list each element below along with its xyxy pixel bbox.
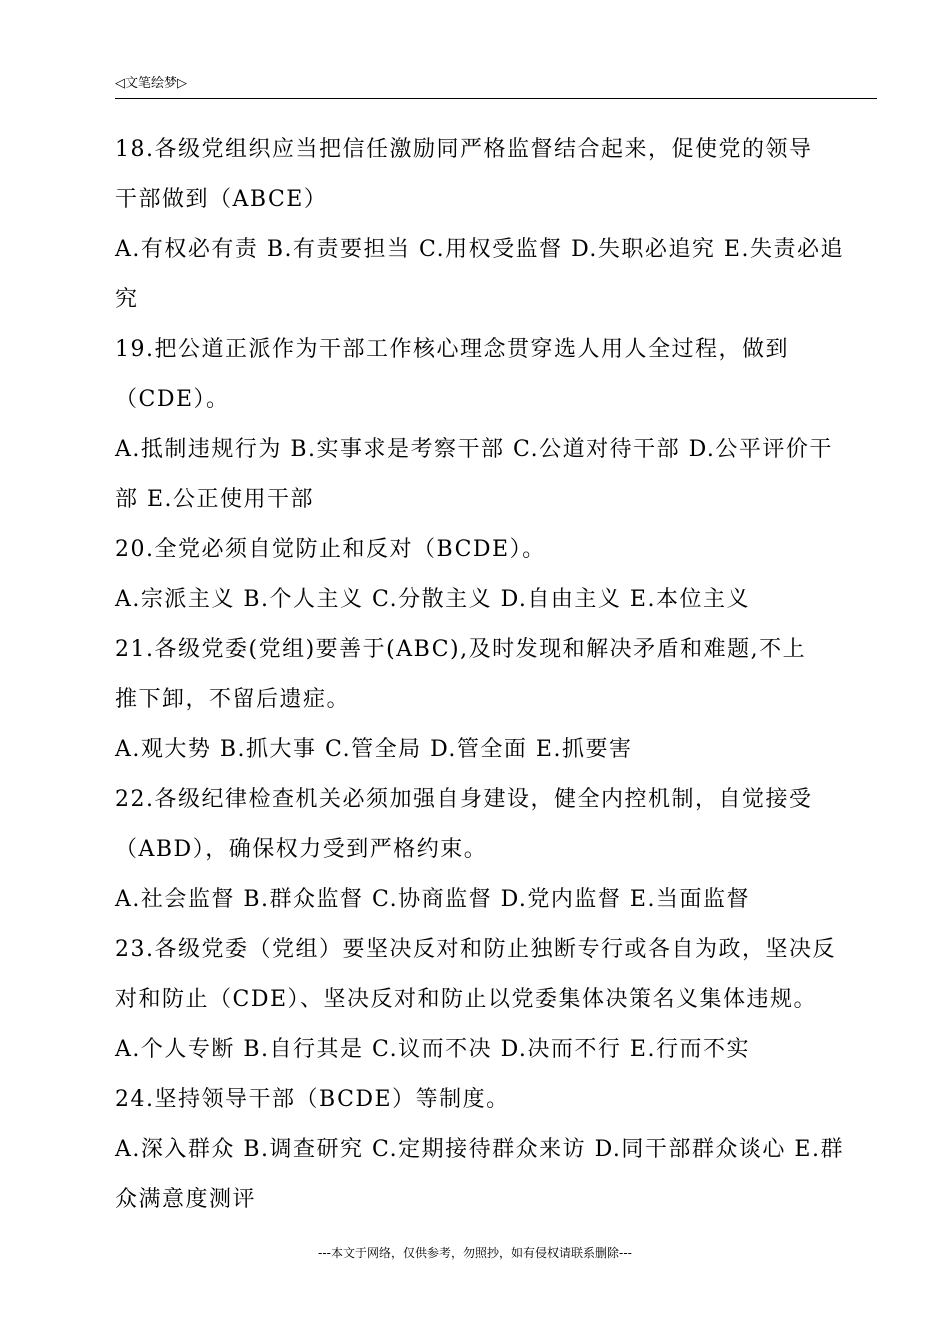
text-line: 18.各级党组织应当把信任激励同严格监督结合起来，促使党的领导 bbox=[115, 137, 813, 162]
header-title: ◁文笔绘梦▷ bbox=[115, 76, 187, 91]
text-line: 究 bbox=[115, 287, 139, 312]
text-line: 20.全党必须自觉防止和反对（BCDE）。 bbox=[115, 537, 546, 562]
text-line: 24.坚持领导干部（BCDE）等制度。 bbox=[115, 1087, 510, 1112]
text-line: 19.把公道正派作为干部工作核心理念贯穿选人用人全过程，做到 bbox=[115, 337, 789, 362]
text-line: A.深入群众 B.调查研究 C.定期接待群众来访 D.同干部群众谈心 E.群 bbox=[115, 1137, 844, 1162]
text-line: A.宗派主义 B.个人主义 C.分散主义 D.自由主义 E.本位主义 bbox=[115, 587, 750, 612]
text-line: 干部做到（ABCE） bbox=[115, 187, 328, 212]
text-line: A.观大势 B.抓大事 C.管全局 D.管全面 E.抓要害 bbox=[115, 737, 633, 762]
text-line: （CDE）。 bbox=[115, 387, 230, 412]
text-line: （ABD），确保权力受到严格约束。 bbox=[115, 837, 488, 862]
text-line: A.个人专断 B.自行其是 C.议而不决 D.决而不行 E.行而不实 bbox=[115, 1037, 750, 1062]
document-body bbox=[115, 125, 880, 1225]
text-line: A.社会监督 B.群众监督 C.协商监督 D.党内监督 E.当面监督 bbox=[115, 887, 750, 912]
page-footer: ---本文于网络，仅供参考，勿照抄，如有侵权请联系删除--- bbox=[318, 1246, 632, 1260]
text-line: 众满意度测评 bbox=[115, 1187, 257, 1212]
text-line: A.有权必有责 B.有责要担当 C.用权受监督 D.失职必追究 E.失责必追 bbox=[115, 237, 844, 262]
text-line: 推下卸，不留后遗症。 bbox=[115, 687, 351, 712]
text-line: 22.各级纪律检查机关必须加强自身建设，健全内控机制，自觉接受 bbox=[115, 787, 813, 812]
text-line: A.抵制违规行为 B.实事求是考察干部 C.公道对待干部 D.公平评价干 bbox=[115, 437, 833, 462]
text-line: 部 E.公正使用干部 bbox=[115, 487, 315, 512]
text-line: 对和防止（CDE）、坚决反对和防止以党委集体决策名义集体违规。 bbox=[115, 987, 818, 1012]
page-header bbox=[115, 74, 877, 99]
text-line: 21.各级党委(党组)要善于(ABC),及时发现和解决矛盾和难题,不上 bbox=[115, 637, 807, 662]
text-line: 23.各级党委（党组）要坚决反对和防止独断专行或各自为政，坚决反 bbox=[115, 937, 836, 962]
